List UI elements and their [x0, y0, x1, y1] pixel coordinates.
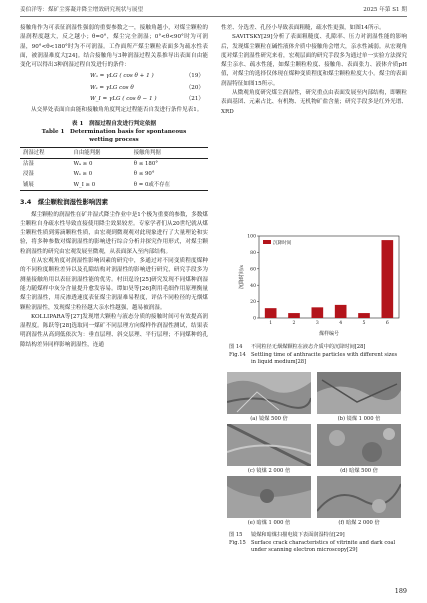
- table-cell: 浸湿: [23, 171, 34, 178]
- equation-block: [20, 72, 208, 104]
- figure-14-caption: [221, 344, 407, 367]
- paragraph: 接触角作为可表征润湿性强弱的重要参数之一，接触角越小，对煤尘颗粒的湿润程度越大，反之越小；θ=0°，煤尘完全润湿；0°<θ<90°时为可润湿，90°<θ<180°时为不可润湿。工作面所产煤尘颗粒表面多为疏水性表面，被润湿难度大[24]。结合接触角与3种润湿过程关系推导出表面自由能变化可以得出3种润湿过程自发进行的条件：: [20, 25, 208, 69]
- equation-number: （19）: [185, 73, 204, 80]
- settling-time-chart: [221, 230, 407, 340]
- x-tick-label: 3: [315, 321, 319, 326]
- x-tick-label: 1: [269, 321, 273, 326]
- paragraph: 煤尘颗粒的润湿性在矿井湿式降尘作业中是1个极为重要的参数，多数煤尘颗粒自身疏水性导致直接使用降尘效果较差。专家学者们从20世纪就从煤尘颗粒性质到雾滴颗粒性质，由宏观到微观观对此现象进行了大量理论和实验，将多种参数对煤润湿性的影响进行综合分析并探究作用形式，对煤尘颗粒润湿性的研究由宏观发展至微观，从表面深入至内部结构。: [20, 211, 208, 255]
- figure-number: Fig.14: [229, 351, 246, 358]
- bar: [312, 307, 324, 318]
- table-cell: Wₛ ≥ 0: [73, 171, 93, 178]
- section-heading: 3.4 煤尘颗粒润湿性影响因素: [20, 198, 109, 207]
- equation-21: [20, 95, 208, 104]
- caption-text: in liquid medium[28]: [251, 359, 307, 366]
- wetting-table: [20, 147, 208, 192]
- table-cell: 沾湿: [23, 161, 34, 168]
- right-column: [221, 24, 407, 117]
- header-issue: 2025 年第 S1 期: [363, 7, 407, 13]
- table-header-row: [20, 147, 208, 158]
- paragraph: 在从宏观角度对润湿性影响因素的研究中，多通过对不同变质程度煤种的不同粒度颗粒差异以及孔隙结构对润湿性的影响进行研究，研究手段多为测量接触角用以表征润湿性能的优劣。村田逞诠[25]研究发现不同煤种润湿能力随煤样中灰分含量提升愈发容易。谭如昊等[26]利用毛细作用原理衡量煤尘润湿性，用反渗透速度表征煤尘润湿难易程度，评估不同粒径的无烟煤颗粒润湿性，发现煤尘粒径越大亲水性越强，越易被润湿。: [20, 258, 208, 311]
- table-row: [20, 169, 208, 179]
- plot-frame: [259, 236, 399, 318]
- left-column: [20, 24, 208, 350]
- sem-image-c: [227, 424, 311, 466]
- sem-caption: (a) 镜煤 500 倍: [250, 416, 288, 422]
- header-title: 姜伯洋等：煤矿尘雾凝并降尘增效研究现状与展望: [20, 7, 144, 13]
- sem-caption: (b) 镜煤 1 000 倍: [337, 416, 381, 422]
- table-row: [20, 159, 208, 170]
- caption-text: Surface crack characteristics of vitrinite and dark coal: [251, 539, 396, 546]
- bar: [265, 308, 277, 318]
- table-cell: θ = 0或不存在: [133, 181, 170, 188]
- figure-15: [221, 372, 407, 572]
- figure-15-caption: [221, 532, 415, 555]
- equation-expr: Wₛ = γLG cos θ: [90, 84, 134, 91]
- table-cell: W_I ≥ 0: [73, 181, 96, 188]
- y-tick-label: 40: [250, 283, 256, 289]
- sem-image-b: [317, 372, 401, 414]
- paragraph: 性差、分选差、孔径小导致表面粗糙，疏水性更强，如图14所示。: [221, 25, 385, 31]
- paragraph: 从交界处表面自由能和接触角角度判定过程能否自发进行条件见表1。: [31, 107, 203, 114]
- legend-label: 沉降时间: [273, 240, 292, 246]
- caption-text: under scanning electron microscopy[29]: [251, 547, 358, 554]
- legend-swatch: [263, 240, 271, 244]
- table-header-cell: 接触角判据: [133, 149, 161, 156]
- equation-19: [20, 72, 208, 81]
- bar: [288, 313, 300, 318]
- table-header-cell: 润湿过程: [23, 149, 45, 156]
- equation-20: [20, 84, 208, 93]
- sem-caption: (f) 暗煤 2 000 倍: [338, 520, 380, 526]
- sem-image-a: [227, 372, 311, 414]
- x-tick-label: 6: [385, 321, 389, 326]
- y-axis-label: 沉降时间/s: [239, 264, 245, 290]
- x-tick-label: 4: [339, 321, 343, 326]
- table-header-cell: 自由能判据: [73, 149, 101, 156]
- y-tick-label: 80: [250, 251, 256, 256]
- y-tick-label: 0: [253, 316, 256, 322]
- table-caption-cn: 表 1 润湿过程自发进行判定依据: [71, 120, 157, 127]
- bar: [358, 313, 370, 318]
- table-cell: θ ≤ 90°: [133, 171, 155, 178]
- caption-text: 不同粒径无烟煤颗粒在液态介质中的沉降时间[28]: [251, 344, 366, 350]
- y-tick-label: 60: [250, 267, 256, 273]
- sem-caption: (d) 暗煤 500 倍: [340, 468, 378, 474]
- figure-number: 图 14: [229, 344, 243, 350]
- bar: [382, 240, 394, 318]
- table-caption-en: wetting process: [89, 136, 139, 143]
- caption-text: 镜煤和暗煤扫描电镜下表面润湿特征[29]: [251, 532, 345, 538]
- paragraph: 从微观角度研究煤尘润湿性，研究重点由表面发展至内部结构，即颗粒表面基团、元素占比、有机物、无机物矿盐含量；研究手段多是红外光谱、XRD: [221, 90, 407, 115]
- sem-image-f: [317, 476, 401, 518]
- equation-number: （20）: [185, 84, 204, 91]
- equation-expr: W_I = γLG ( cos θ − 1 ): [90, 96, 157, 103]
- table-cell: θ ≤ 180°: [133, 161, 158, 168]
- table-caption: [20, 120, 208, 144]
- running-header: [20, 6, 407, 17]
- sem-caption: (c) 镜煤 2 000 倍: [247, 468, 291, 474]
- x-tick-label: 2: [292, 321, 296, 326]
- y-tick-label: 100: [247, 234, 256, 240]
- sem-image-d: [317, 424, 401, 466]
- table-caption-en: Table 1 Determination basis for spontaneous: [41, 128, 187, 135]
- figure-14: [221, 230, 407, 367]
- caption-text: Settling time of anthracite particles with different sizes: [251, 351, 398, 358]
- x-tick-label: 5: [362, 321, 366, 326]
- table-cell: Wₐ ≥ 0: [73, 161, 93, 168]
- paragraph: KOLLIPARA等[27]发现增大颗粒与液态分质的接触时间可有效提高润湿程度。陈跃等[28]选取同一煤矿不同层理方向煤样作润湿性测试，结果表明润湿性从高到低依次为：垂直层理、斜交层理、平行层理；不同煤种的孔隙结构差异同样影响润湿性，连通: [20, 313, 208, 348]
- page-number: 189: [394, 587, 407, 595]
- y-tick-label: 20: [250, 300, 256, 306]
- paragraph: SAVITSKY[29]分析了表面粗糙度、孔隙率、压力对润湿性能的影响后，发现煤尘颗粒在碱性液体介质中接触角会增大，亲水性减弱。从宏观角度对煤尘润湿性研究来看，宏观层面的研究手段多为通过单一实验方法探究煤尘亲水、疏水性能，如煤尘颗粒粒度、接触角、表面张力、液体介质pH值，对煤尘的选择仅体现在煤种变质程度和煤尘颗粒粒度大小。煤尘的表面润湿特征如图15所示。: [221, 34, 407, 87]
- figure-number: Fig.15: [229, 539, 246, 546]
- x-axis-label: 煤样编号: [318, 331, 340, 337]
- table-cell: 铺展: [23, 181, 34, 188]
- table-row: [20, 180, 208, 191]
- figure-number: 图 15: [229, 532, 243, 538]
- sem-caption: (e) 暗煤 1 000 倍: [247, 520, 291, 526]
- bar: [335, 305, 347, 318]
- sem-image-e: [227, 476, 311, 518]
- equation-expr: Wₐ = γLG ( cos θ + 1 ): [90, 73, 154, 80]
- equation-number: （21）: [185, 96, 204, 103]
